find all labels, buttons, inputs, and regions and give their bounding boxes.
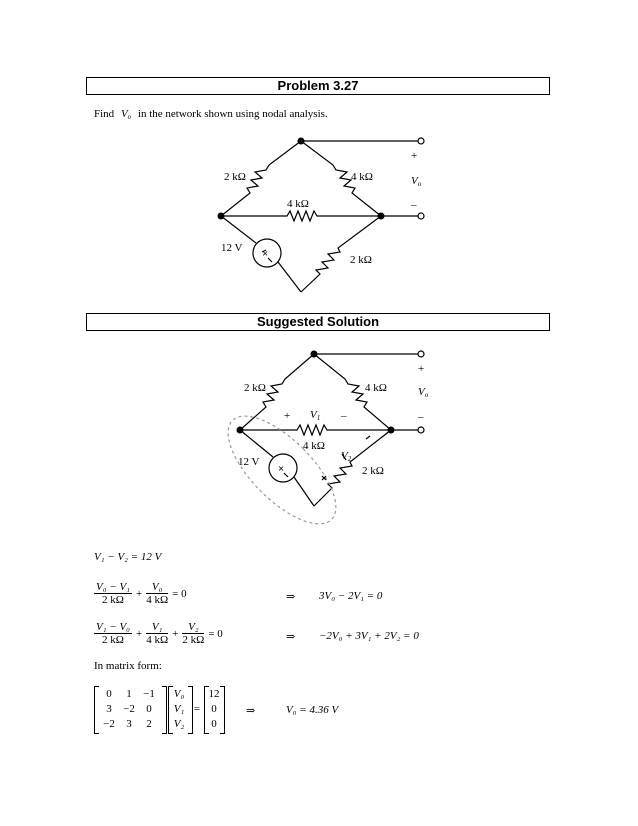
- matrix-cell: 3: [106, 703, 112, 715]
- terminal-top-2: [418, 351, 424, 357]
- resistor-middle-2: [240, 425, 391, 435]
- eq2-arrow: ⇒: [286, 591, 296, 603]
- vector-cell: V₁: [173, 703, 185, 715]
- eq3-arrow: ⇒: [286, 631, 296, 643]
- terminal-bottom-2: [418, 427, 424, 433]
- statement-prefix: Find: [94, 108, 115, 120]
- node-top: [298, 138, 305, 145]
- wire-source-upper: [221, 216, 256, 243]
- solution-title: Suggested Solution: [86, 313, 550, 331]
- statement-suffix: in the network shown using nodal analysis.: [137, 108, 328, 120]
- source-plus-sign-2: ×: [278, 463, 285, 475]
- c2-v1-label: $V_1$: [310, 409, 321, 422]
- c2-r-minus: –: [341, 410, 347, 422]
- matrix-cell: 0: [146, 703, 152, 715]
- c2-v2-label: $V_2$: [341, 450, 352, 463]
- matrix-cell: −2: [123, 703, 135, 715]
- matrix-cell: 3: [126, 718, 132, 730]
- rhs-cell: 0: [211, 703, 217, 715]
- rhs-cell: 0: [211, 718, 217, 730]
- matrix-form-label: In matrix form:: [94, 660, 162, 672]
- statement-var: $V_o$: [120, 108, 132, 121]
- terminal-bottom: [418, 213, 424, 219]
- problem-title: Problem 3.27: [86, 77, 550, 95]
- equation-node-vo: $\frac{\text{V₀ − V₁}}{2 k\Omega}$ + $\frac{\text{V₀}}{4 k\Omega}$ = 0: [96, 581, 187, 606]
- c1-vo-label: $V_o$: [411, 175, 422, 188]
- eq3-frac-2: $\frac{\text{V₁}}{4 k\Omega}$: [146, 621, 169, 646]
- vector-cell: V₂: [173, 718, 185, 730]
- problem-statement: [94, 108, 328, 121]
- c1-r-top-right-label: 4 kΩ: [351, 171, 373, 183]
- eq3-frac-3: $\frac{\text{V₂}}{2 k\Omega}$: [182, 621, 205, 646]
- node-v1: [237, 427, 244, 434]
- wire-source-lower-2: [294, 477, 314, 506]
- answer-arrow: ⇒: [246, 705, 256, 717]
- eq2-frac-1: $\frac{\text{V₀ − V₁}}{2 k\Omega}$: [96, 581, 131, 606]
- node-left: [218, 213, 225, 220]
- matrix-equation: [94, 686, 224, 736]
- node-vo: [388, 427, 395, 434]
- supernode-boundary: [211, 399, 352, 540]
- matrix-cell: −2: [103, 718, 115, 730]
- rhs-cell: 12: [208, 688, 220, 700]
- c2-r-top-right-label: 4 kΩ: [365, 382, 387, 394]
- matrix-cell: 0: [106, 688, 112, 700]
- eq2-result: 3V₀ − 2V₁ = 0: [319, 590, 383, 602]
- resistor-middle: [221, 211, 381, 221]
- c2-r-middle-label: 4 kΩ: [303, 440, 325, 452]
- matrix-bracket-right: [162, 686, 167, 734]
- c2-vo-label: $V_o$: [418, 386, 429, 399]
- c2-plus-sign: +: [418, 363, 425, 375]
- matrix-cell: −1: [143, 688, 155, 700]
- matrix-cell: 2: [146, 718, 152, 730]
- c2-r-top-left-label: 2 kΩ: [244, 382, 266, 394]
- c2-r-plus: +: [284, 410, 291, 422]
- c1-minus-sign: –: [411, 199, 417, 211]
- wire-source-upper-2: [240, 430, 273, 457]
- c1-source-label: 12 V: [221, 242, 243, 254]
- equation-supernode: V₁ − V₂ = 12 V: [94, 551, 162, 563]
- c2-r-bottom-right-label: 2 kΩ: [362, 465, 384, 477]
- node-top-2: [311, 351, 318, 358]
- voltage-source: [253, 239, 281, 267]
- equation-node-v1: $\frac{\text{V₁ − V₀}}{2 k\Omega}$ + $\frac{\text{V₁}}{4 k\Omega}$ + $\frac{\text{V₂}}{2 k\Omega}$ = 0: [96, 621, 223, 646]
- matrix-cell: 1: [126, 688, 132, 700]
- voltage-source-2: [269, 454, 297, 482]
- terminal-top: [418, 138, 424, 144]
- c2-source-label: 12 V: [238, 456, 260, 468]
- c1-plus-sign: +: [411, 150, 418, 162]
- c1-r-top-left-label: 2 kΩ: [224, 171, 246, 183]
- eq2-frac-2: $\frac{\text{V₀}}{4 k\Omega}$: [146, 581, 169, 606]
- c1-r-bottom-right-label: 2 kΩ: [350, 254, 372, 266]
- final-answer: V₀ = 4.36 V: [286, 704, 339, 716]
- vector-cell: V₀: [173, 688, 185, 700]
- wire-source-lower: [278, 262, 301, 292]
- c2-minus-sign: –: [418, 411, 424, 423]
- node-right: [378, 213, 385, 220]
- eq3-result: −2V₀ + 3V₁ + 2V₂ = 0: [319, 630, 419, 642]
- source-plus-sign: ×: [262, 248, 269, 260]
- matrix-equals: =: [193, 703, 201, 715]
- eq3-frac-1: $\frac{\text{V₁ − V₀}}{2 k\Omega}$: [96, 621, 131, 646]
- c1-r-middle-label: 4 kΩ: [287, 198, 309, 210]
